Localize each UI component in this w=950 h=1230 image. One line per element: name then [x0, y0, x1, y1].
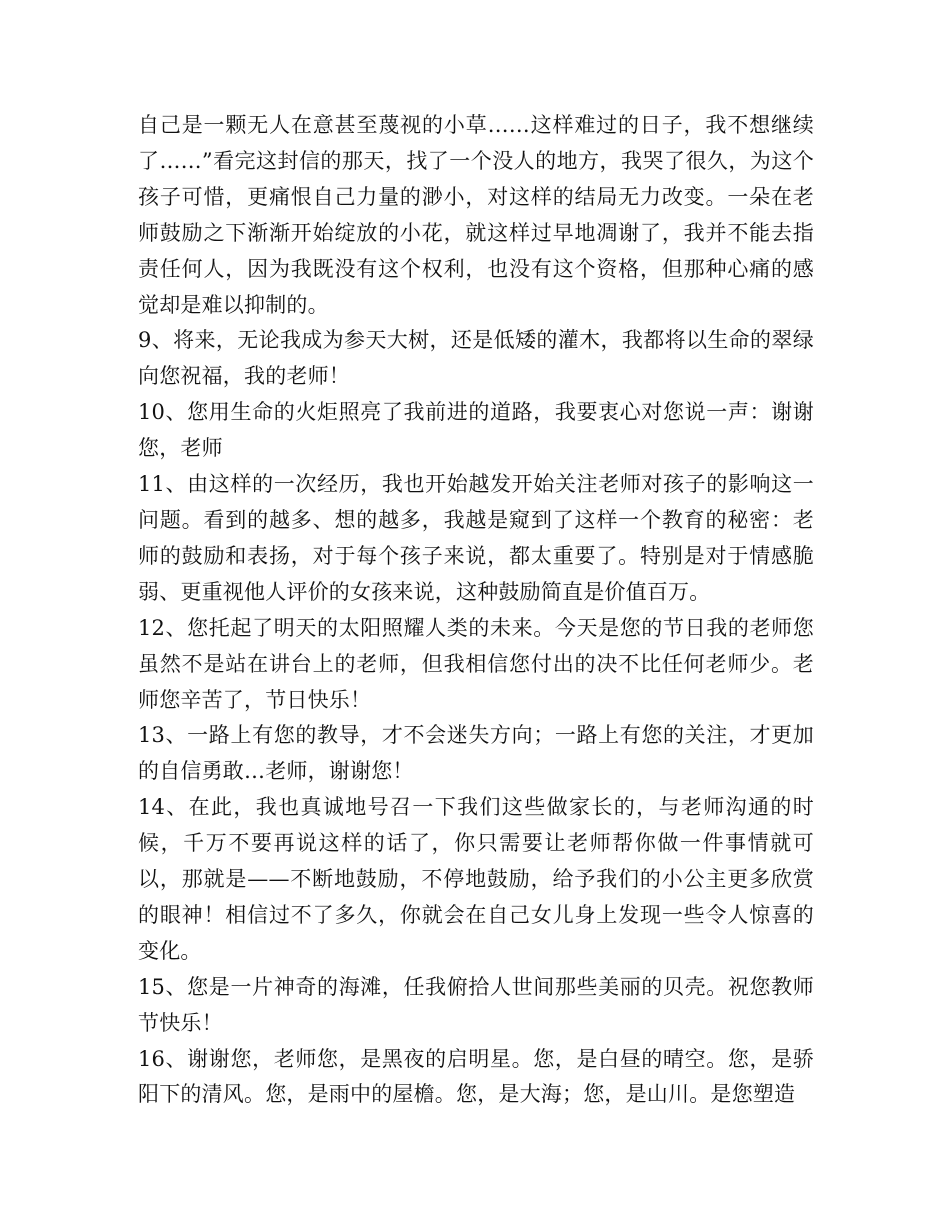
- paragraph-item-13: 13、一路上有您的教导，才不会迷失方向；一路上有您的关注，才更加的自信勇敢…老师，谢谢您！: [138, 723, 814, 784]
- paragraph-item-12: 12、您托起了明天的太阳照耀人类的未来。今天是您的节日我的老师您虽然不是站在讲台上的老师，但我相信您付出的决不比任何老师少。老师您辛苦了，节日快乐！: [138, 615, 814, 712]
- paragraph-item-10: 10、您用生命的火炬照亮了我前进的道路，我要衷心对您说一声：谢谢您，老师: [138, 400, 814, 461]
- paragraph-item-9: 9、将来，无论我成为参天大树，还是低矮的灌木，我都将以生命的翠绿向您祝福，我的老师！: [138, 328, 814, 389]
- paragraph-item-16: 16、谢谢您，老师您，是黑夜的启明星。您，是白昼的晴空。您，是骄阳下的清风。您，是雨中的屋檐。您，是大海；您，是山川。是您塑造: [138, 1046, 814, 1107]
- paragraph-item-11: 11、由这样的一次经历，我也开始越发开始关注老师对孩子的影响这一问题。看到的越多、想的越多，我越是窥到了这样一个教育的秘密：老师的鼓励和表扬，对于每个孩子来说，都太重要了。特别是对于情感脆弱、更重视他人评价的女孩来说，这种鼓励简直是价值百万。: [138, 472, 814, 604]
- document-body: [138, 108, 814, 1113]
- paragraph-continuation: 自己是一颗无人在意甚至蔑视的小草……这样难过的日子，我不想继续了……”看完这封信的那天，找了一个没人的地方，我哭了很久，为这个孩子可惜，更痛恨自己力量的渺小，对这样的结局无力改变。一朵在老师鼓励之下渐渐开始绽放的小花，就这样过早地凋谢了，我并不能去指责任何人，因为我既没有这个权利，也没有这个资格，但那种心痛的感觉却是难以抑制的。: [138, 113, 814, 317]
- paragraph-item-15: 15、您是一片神奇的海滩，任我俯拾人世间那些美丽的贝壳。祝您教师节快乐！: [138, 974, 814, 1035]
- paragraph-item-14: 14、在此，我也真诚地号召一下我们这些做家长的，与老师沟通的时候，千万不要再说这样的话了，你只需要让老师帮你做一件事情就可以，那就是——不断地鼓励，不停地鼓励，给予我们的小公主更多欣赏的眼神！相信过不了多久，你就会在自己女儿身上发现一些令人惊喜的变化。: [138, 795, 814, 963]
